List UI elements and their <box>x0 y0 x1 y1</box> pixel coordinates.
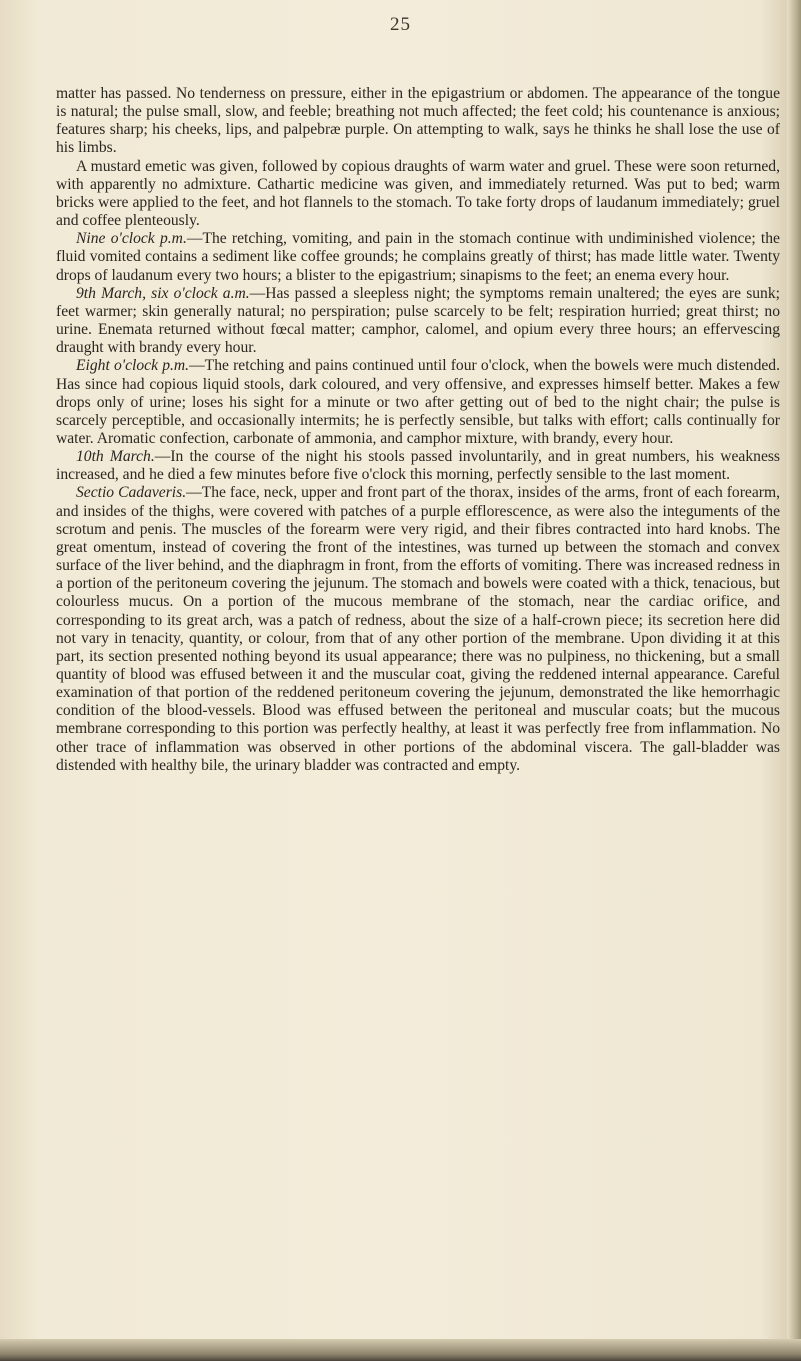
paragraph-2-text: A mustard emetic was given, followed by copious draughts of warm water and gruel. These were soon returned, with apparently no admixture. Cathartic medicine was given, and immediately returned. Was put to bed; warm bricks were applied to the feet, and hot flannels to the stomach. To take forty drops of laudanum immediately; gruel and coffee plenteously. <box>56 157 780 230</box>
paragraph-6-heading: 10th March. <box>76 448 155 466</box>
paragraph-1-text: matter has passed. No tenderness on pressure, either in the epigastrium or abdomen. The appearance of the tongue is natural; the pulse small, slow, and feeble; breathing not much affected; the feet cold; his countenance is anxious; features sharp; his cheeks, lips, and palpebræ purple. On attempting to walk, says he thinks he shall lose the use of his limbs. <box>56 85 780 157</box>
paragraph-2 <box>56 158 780 231</box>
paragraph-3 <box>56 230 780 284</box>
paragraph-3-text: —The retching, vomiting, and pain in the stomach continue with undiminished violence; the fluid vomited contains a sediment like coffee grounds; he complains greatly of thirst; has made little water. Twenty drops of laudanum every two hours; a blister to the epigastrium; sinapisms to the feet; an enema every hour. <box>56 230 780 284</box>
page-bottom-edge <box>0 1339 801 1361</box>
paragraph-4 <box>56 285 780 358</box>
paragraph-6-text: —In the course of the night his stools passed involuntarily, and in great numbers, his weakness increased, and he died a few minutes before five o'clock this morning, perfectly sensible to the last moment. <box>56 448 780 484</box>
page-edge-shadow <box>787 0 801 1361</box>
paragraph-4-heading: 9th March, six o'clock a.m. <box>76 284 250 302</box>
paragraph-3-heading: Nine o'clock p.m. <box>76 230 187 248</box>
body-text <box>56 85 780 775</box>
paragraph-4-text: —Has passed a sleepless night; the symptoms remain unaltered; the eyes are sunk; feet warmer; skin generally natural; no perspiration; pulse scarcely to be felt; respiration hurried; great thirst; no urine. Enemata returned without fœcal matter; camphor, calomel, and opium every three hours; an effervescing draught with brandy every hour. <box>56 284 780 357</box>
paragraph-5 <box>56 357 780 448</box>
paragraph-7-heading: Sectio Cadaveris. <box>76 484 187 502</box>
paragraph-7-text: —The face, neck, upper and front part of the thorax, insides of the arms, front of each forearm, and insides of the thighs, were covered with patches of a purple efflorescence, as were also the integuments of the scrotum and penis. The muscles of the forearm were very rigid, and their fibres contracted into hard knobs. The great omentum, instead of covering the front of the intestines, was turned up between the stomach and convex surface of the liver behind, and the diaphragm in front, from the efforts of vomiting. There was increased redness in a portion of the peritoneum covering the jejunum. The stomach and bowels were coated with a thick, tenacious, but colourless mucus. On a portion of the mucous membrane of the stomach, near the cardiac orifice, and corresponding to its great arch, was a patch of redness, about the size of a half-crown piece; its secretion here did not vary in tenacity, quantity, or colour, from that of any other portion of the membrane. Upon dividing it at this part, its section presented nothing beyond its usual appearance; there was no pulpiness, no thickening, but a small quantity of blood was effused between it and the muscular coat, giving the reddened internal appearance. Careful examination of that portion of the reddened peritoneum covering the jejunum, demonstrated the like hemorrhagic condition of the blood-vessels. Blood was effused between the peritoneal and muscular coats; but the mucous membrane corresponding to this portion was perfectly healthy, at least it was perfectly free from inflammation. No other trace of inflammation was observed in other portions of the abdominal viscera. The gall-bladder was distended with healthy bile, the urinary bladder was contracted and empty. <box>56 484 780 774</box>
paragraph-6 <box>56 448 780 484</box>
paragraph-1 <box>56 85 780 158</box>
page-number: 25 <box>390 14 411 35</box>
paragraph-5-heading: Eight o'clock p.m. <box>76 357 190 375</box>
paragraph-5-text: —The retching and pains continued until four o'clock, when the bowels were much distended. Has since had copious liquid stools, dark coloured, and very offensive, and expresses himself better. Makes a few drops only of urine; loses his sight for a minute or two after getting out of bed to the night chair; the pulse is scarcely perceptible, and occasionally intermits; he is perfectly sensible, but talks with effort; calls continually for water. Aromatic confection, carbonate of ammonia, and camphor mixture, with brandy, every hour. <box>56 357 781 447</box>
paragraph-7 <box>56 484 780 775</box>
